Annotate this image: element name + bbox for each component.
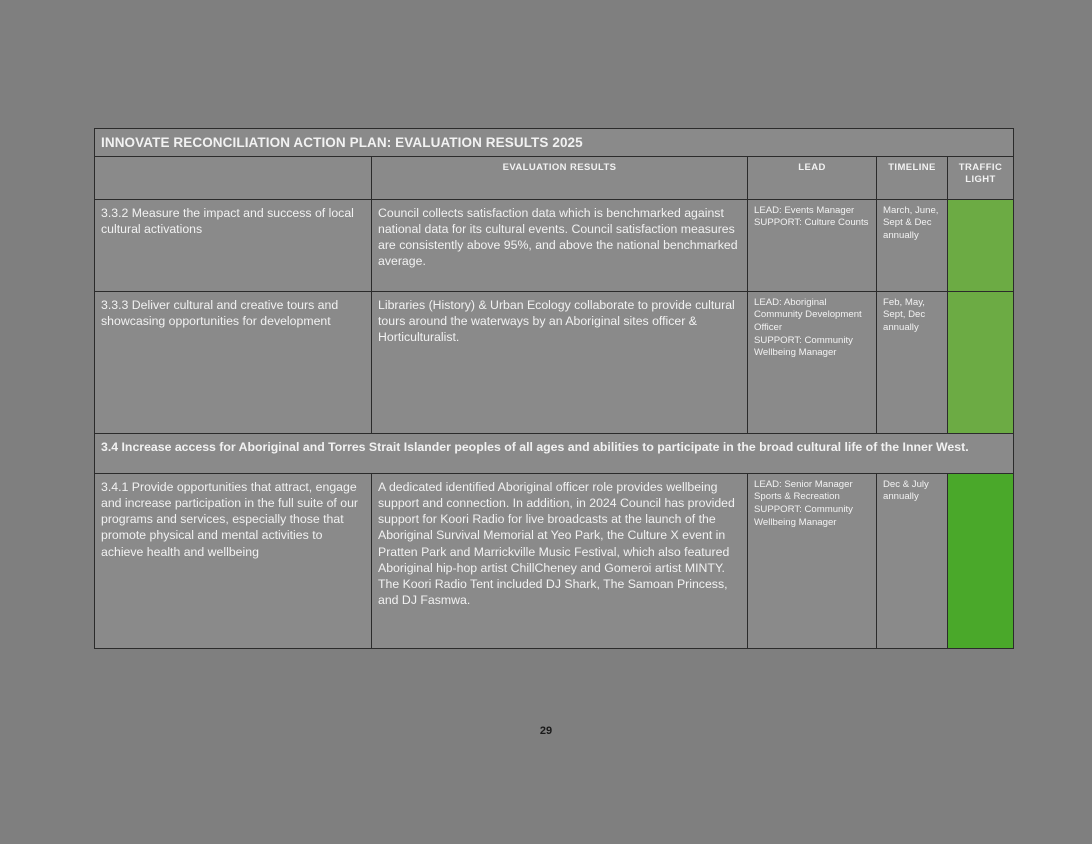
status-badge-traffic-light xyxy=(948,473,1014,648)
deliverable-timeline: March, June, Sept & Dec annually xyxy=(877,199,948,291)
deliverable-action: 3.4.1 Provide opportunities that attract, engage and increase participation in the full suite of our programs and services, especially those that promote physical and mental activities to achieve health and wellbeing xyxy=(95,473,372,648)
deliverable-evaluation-results: Council collects satisfaction data which is benchmarked against national data for its cultural events. Council satisfaction measures are consistently above 95%, and above the national benchmarked average. xyxy=(372,199,748,291)
status-badge-traffic-light xyxy=(948,199,1014,291)
deliverable-timeline: Feb, May, Sept, Dec annually xyxy=(877,291,948,433)
page-number: 29 xyxy=(539,725,553,737)
deliverable-lead: LEAD: Senior Manager Sports & Recreation SUPPORT: Community Wellbeing Manager xyxy=(748,473,877,648)
deliverable-timeline: Dec & July annually xyxy=(877,473,948,648)
column-header-timeline: TIMELINE xyxy=(877,156,948,199)
deliverable-action: 3.3.3 Deliver cultural and creative tours and showcasing opportunities for development xyxy=(95,291,372,433)
status-badge-traffic-light xyxy=(948,291,1014,433)
section-heading: 3.4 Increase access for Aboriginal and Torres Strait Islander peoples of all ages and abilities to participate in the broad cultural life of the Inner West. xyxy=(95,433,1014,473)
table-row xyxy=(95,291,1014,433)
column-header-traffic-light: TRAFFIC LIGHT xyxy=(948,156,1014,199)
deliverable-evaluation-results: Libraries (History) & Urban Ecology collaborate to provide cultural tours around the waterways by an Aboriginal sites officer & Horticulturalist. xyxy=(372,291,748,433)
column-header-lead: LEAD xyxy=(748,156,877,199)
column-header-action xyxy=(95,156,372,199)
table-header-row xyxy=(95,156,1014,199)
evaluation-results-table xyxy=(94,128,1014,649)
table-row xyxy=(95,473,1014,648)
page-title: INNOVATE RECONCILIATION ACTION PLAN: EVALUATION RESULTS 2025 xyxy=(95,129,1014,157)
deliverable-action: 3.3.2 Measure the impact and success of local cultural activations xyxy=(95,199,372,291)
deliverable-evaluation-results: A dedicated identified Aboriginal officer role provides wellbeing support and connection. In addition, in 2024 Council has provided support for Koori Radio for live broadcasts at the launch of the Aboriginal Survival Memorial at Yeo Park, the Culture X event in Pratten Park and Marrickville Music Festival, which also featured Aboriginal hip-hop artist ChillCheney and Gomeroi artist MINTY. The Koori Radio Tent included DJ Shark, The Samoan Princess, and DJ Fasmwa. xyxy=(372,473,748,648)
deliverable-lead: LEAD: Events Manager SUPPORT: Culture Counts xyxy=(748,199,877,291)
table-row xyxy=(95,199,1014,291)
table-section-row xyxy=(95,433,1014,473)
table-title-row xyxy=(95,129,1014,157)
deliverable-lead: LEAD: Aboriginal Community Development Officer SUPPORT: Community Wellbeing Manager xyxy=(748,291,877,433)
column-header-evaluation-results: EVALUATION RESULTS xyxy=(372,156,748,199)
